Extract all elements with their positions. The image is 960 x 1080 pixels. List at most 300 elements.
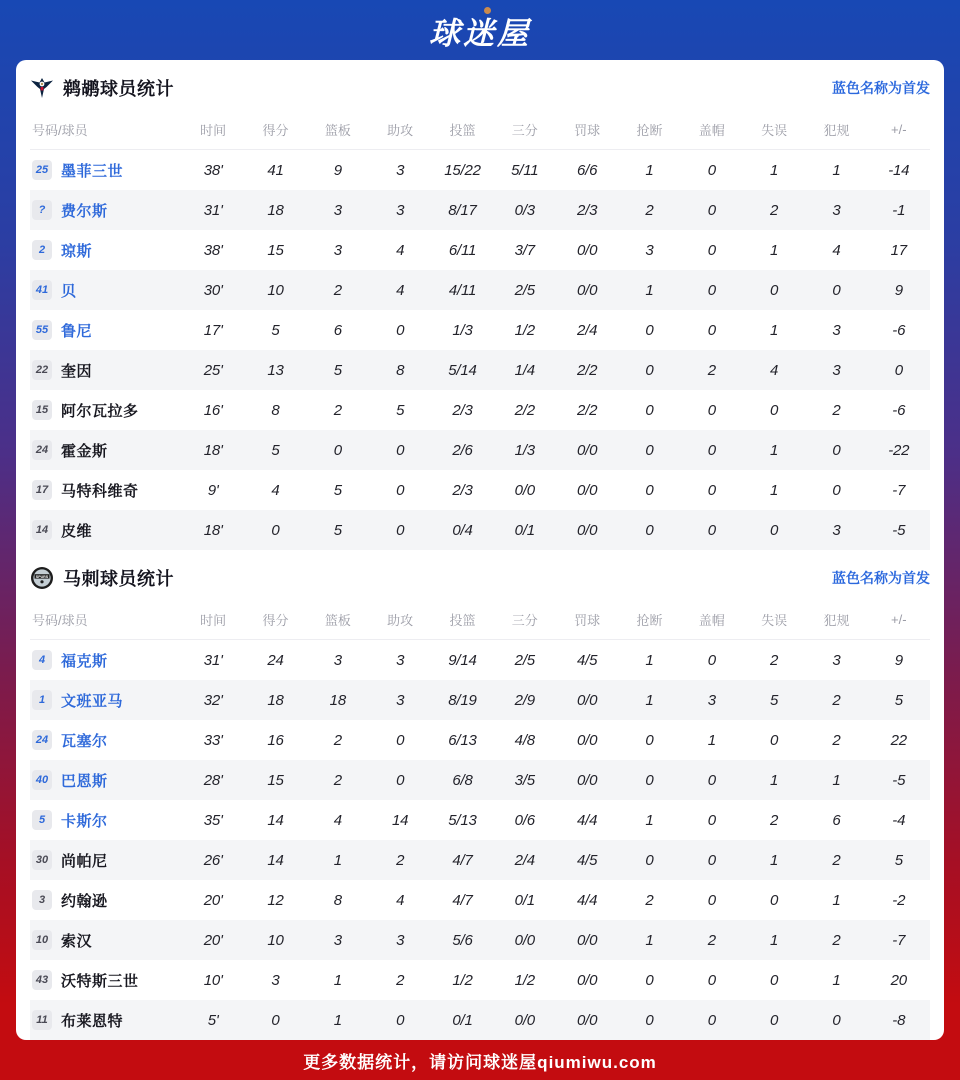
- site-logo: [429, 8, 531, 53]
- player-row: [30, 640, 930, 680]
- stat-cell: 0/4: [452, 521, 473, 539]
- stat-cell: 5: [333, 481, 342, 499]
- stat-cell: 0: [645, 481, 654, 499]
- stat-cell: 3: [396, 931, 405, 949]
- column-header-player: 号码/球员: [32, 123, 88, 138]
- stat-cell: 0: [396, 321, 405, 339]
- column-header-8: 抢断: [636, 123, 663, 138]
- stat-cell: 4/4: [577, 891, 598, 909]
- stat-cell: 2: [333, 771, 342, 789]
- stat-cell: 0: [707, 851, 716, 869]
- stat-cell: 5/14: [448, 361, 477, 379]
- stat-cell: 3/7: [514, 241, 535, 259]
- player-name: 瓦塞尔: [61, 732, 108, 750]
- player-name: 奎因: [61, 362, 93, 380]
- player-row: [30, 760, 930, 800]
- player-name: 布莱恩特: [61, 1012, 124, 1030]
- column-header-10: 失误: [761, 123, 788, 138]
- stat-cell: 0/0: [514, 931, 535, 949]
- stat-cell: 3/5: [514, 771, 535, 789]
- stat-cell: 35': [203, 811, 223, 829]
- column-header-12: +/-: [891, 612, 907, 627]
- stat-cell: 33': [203, 731, 223, 749]
- stat-cell: 2: [832, 691, 841, 709]
- stat-cell: 5: [271, 321, 280, 339]
- stat-cell: 3: [396, 651, 405, 669]
- stat-cell: 0/0: [577, 691, 598, 709]
- stat-cell: 1: [333, 851, 342, 869]
- stat-cell: 0/6: [514, 811, 535, 829]
- stat-cell: 1/3: [452, 321, 473, 339]
- stat-cell: 14: [267, 811, 284, 829]
- stat-cell: 0: [645, 521, 654, 539]
- stat-cell: 0: [707, 521, 716, 539]
- column-header-row: [30, 600, 930, 640]
- stat-cell: 6: [333, 321, 342, 339]
- player-name-cell: [30, 650, 182, 671]
- player-name-cell: [30, 890, 182, 911]
- jersey-number-badge: 24: [32, 440, 52, 460]
- stat-cell: 16': [203, 401, 223, 419]
- stat-cell: 2: [707, 931, 716, 949]
- stat-cell: 41: [267, 161, 284, 179]
- stat-cell: 0: [645, 851, 654, 869]
- stat-cell: 5: [333, 521, 342, 539]
- stat-cell: 3: [396, 161, 405, 179]
- player-name-cell: [30, 320, 182, 341]
- column-header-3: 篮板: [324, 123, 351, 138]
- player-name-cell: [30, 970, 182, 991]
- stat-cell: -7: [892, 931, 906, 949]
- stat-cell: 0/0: [577, 521, 598, 539]
- stat-cell: 18': [203, 441, 223, 459]
- player-name: 霍金斯: [61, 442, 108, 460]
- player-name-cell: [30, 770, 182, 791]
- stat-cell: 5/6: [452, 931, 473, 949]
- player-name: 皮维: [61, 522, 93, 540]
- stat-cell: 15: [267, 241, 284, 259]
- player-name: 文班亚马: [61, 692, 124, 710]
- stat-cell: 38': [203, 161, 223, 179]
- stat-cell: 0: [707, 811, 716, 829]
- stat-cell: 1: [645, 931, 654, 949]
- player-row: [30, 390, 930, 430]
- player-row: [30, 510, 930, 550]
- player-row: [30, 680, 930, 720]
- player-row: [30, 150, 930, 190]
- stat-cell: -22: [888, 441, 910, 459]
- player-row: [30, 230, 930, 270]
- stat-cell: 3: [645, 241, 654, 259]
- stat-cell: 2/2: [514, 401, 535, 419]
- site-header: [0, 0, 960, 60]
- stat-cell: 0/0: [577, 971, 598, 989]
- starter-legend: 蓝色名称为首发: [832, 570, 930, 586]
- player-row: [30, 800, 930, 840]
- stat-cell: 0: [645, 971, 654, 989]
- jersey-number-badge: 2: [32, 240, 52, 260]
- stat-cell: 1/2: [452, 971, 473, 989]
- stat-cell: 1: [832, 971, 841, 989]
- stat-cell: 0: [396, 1011, 405, 1029]
- stat-cell: 0: [770, 281, 779, 299]
- stat-cell: 1/2: [514, 971, 535, 989]
- stat-cell: 2: [832, 731, 841, 749]
- stat-cell: 18: [329, 691, 346, 709]
- stat-cell: 1: [832, 891, 841, 909]
- stat-cell: 2/4: [514, 851, 535, 869]
- jersey-number-badge: 1: [32, 690, 52, 710]
- stat-cell: 1: [770, 931, 779, 949]
- stat-cell: 20': [203, 891, 223, 909]
- jersey-number-badge: 22: [32, 360, 52, 380]
- player-row: [30, 430, 930, 470]
- player-name: 马特科维奇: [61, 482, 139, 500]
- player-row: [30, 840, 930, 880]
- stat-cell: 0: [396, 441, 405, 459]
- stat-cell: 4: [396, 891, 405, 909]
- player-name: 琼斯: [61, 242, 93, 260]
- stat-cell: 6/13: [448, 731, 477, 749]
- jersey-number-badge: 55: [32, 320, 52, 340]
- stat-cell: 5: [271, 441, 280, 459]
- stat-cell: 2: [770, 811, 779, 829]
- stat-cell: 0: [645, 731, 654, 749]
- stat-cell: 0/0: [577, 281, 598, 299]
- stat-cell: 2: [832, 931, 841, 949]
- stat-cell: 2: [770, 651, 779, 669]
- stat-cell: 20': [203, 931, 223, 949]
- stat-cell: 0: [707, 1011, 716, 1029]
- stat-cell: 0: [770, 401, 779, 419]
- stat-cell: 1: [770, 161, 779, 179]
- stat-cell: 0: [396, 731, 405, 749]
- section-title: 鹈鹕球员统计: [63, 79, 174, 99]
- stat-cell: 1: [645, 161, 654, 179]
- stat-cell: 0: [707, 971, 716, 989]
- stat-cell: 14: [267, 851, 284, 869]
- column-header-1: 时间: [200, 613, 227, 628]
- stat-cell: 0: [770, 731, 779, 749]
- stat-cell: 2/4: [577, 321, 598, 339]
- stat-cell: 0: [707, 161, 716, 179]
- stats-card: [16, 60, 944, 1040]
- stat-cell: 0: [707, 651, 716, 669]
- player-name-cell: [30, 480, 182, 501]
- player-row: [30, 880, 930, 920]
- stat-cell: 25': [203, 361, 223, 379]
- player-name: 费尔斯: [61, 202, 108, 220]
- jersey-number-badge: 11: [32, 1010, 52, 1030]
- stat-cell: 10': [203, 971, 223, 989]
- stat-cell: 13: [267, 361, 284, 379]
- stat-cell: 8/19: [448, 691, 477, 709]
- stat-cell: 2/9: [514, 691, 535, 709]
- jersey-number-badge: 4: [32, 650, 52, 670]
- jersey-number-badge: 41: [32, 280, 52, 300]
- stat-cell: 38': [203, 241, 223, 259]
- stat-cell: 12: [267, 891, 284, 909]
- stat-cell: 3: [396, 691, 405, 709]
- stat-cell: 0: [894, 361, 903, 379]
- team-section-header: [30, 60, 930, 110]
- stat-cell: 0: [770, 521, 779, 539]
- player-row: [30, 470, 930, 510]
- stat-cell: 0/0: [577, 731, 598, 749]
- stat-cell: 5/11: [511, 161, 539, 179]
- stat-cell: 0/0: [577, 771, 598, 789]
- player-name: 福克斯: [61, 652, 108, 670]
- player-name-cell: [30, 850, 182, 871]
- column-header-5: 投篮: [449, 613, 476, 628]
- stat-cell: 1: [832, 771, 841, 789]
- column-header-2: 得分: [262, 613, 289, 628]
- stat-cell: 6: [832, 811, 841, 829]
- stat-cell: 0: [396, 521, 405, 539]
- stat-cell: 0/0: [577, 441, 598, 459]
- column-header-3: 篮板: [324, 613, 351, 628]
- player-name-cell: [30, 440, 182, 461]
- team-section-header: [30, 550, 930, 600]
- column-header-11: 犯规: [823, 123, 850, 138]
- stat-cell: 1/4: [514, 361, 535, 379]
- stat-cell: 1: [333, 971, 342, 989]
- stat-cell: 1: [770, 321, 779, 339]
- stat-cell: 22: [890, 731, 907, 749]
- stat-cell: 0: [832, 281, 841, 299]
- stat-cell: 14: [392, 811, 409, 829]
- column-header-4: 助攻: [387, 123, 414, 138]
- player-name: 墨菲三世: [61, 162, 124, 180]
- stat-cell: 2: [333, 731, 342, 749]
- stat-cell: 9': [207, 481, 219, 499]
- stat-cell: 4: [396, 241, 405, 259]
- column-header-11: 犯规: [823, 613, 850, 628]
- stat-cell: 5: [396, 401, 405, 419]
- stat-cell: 6/6: [577, 161, 598, 179]
- stat-cell: 3: [333, 651, 342, 669]
- stat-cell: 0: [707, 771, 716, 789]
- player-row: [30, 350, 930, 390]
- stat-cell: 0/1: [514, 891, 535, 909]
- stat-cell: 1: [707, 731, 716, 749]
- player-name: 约翰逊: [61, 892, 108, 910]
- player-name: 尚帕尼: [61, 852, 108, 870]
- pelicans-logo-icon: [30, 76, 54, 100]
- stat-cell: 0: [645, 361, 654, 379]
- stat-cell: 0/0: [577, 241, 598, 259]
- stat-cell: 3: [832, 651, 841, 669]
- stat-cell: 8: [396, 361, 405, 379]
- jersey-number-badge: 3: [32, 890, 52, 910]
- stat-cell: 0/0: [577, 1011, 598, 1029]
- stat-cell: 1: [770, 851, 779, 869]
- player-name: 贝: [61, 282, 77, 300]
- player-name-cell: [30, 690, 182, 711]
- stat-cell: 0: [645, 771, 654, 789]
- column-header-5: 投篮: [449, 123, 476, 138]
- stat-cell: 0: [832, 1011, 841, 1029]
- stat-cell: 1: [770, 771, 779, 789]
- player-name-cell: [30, 1010, 182, 1031]
- stat-cell: 9: [894, 281, 903, 299]
- stat-cell: 5: [894, 851, 903, 869]
- stat-cell: 4/8: [514, 731, 535, 749]
- stat-cell: 4/7: [452, 851, 473, 869]
- stat-cell: 0: [271, 1011, 280, 1029]
- stat-cell: 1: [645, 811, 654, 829]
- team-section: [30, 550, 930, 1040]
- jersey-number-badge: 15: [32, 400, 52, 420]
- column-header-7: 罚球: [574, 613, 601, 628]
- stat-cell: 4/5: [577, 851, 598, 869]
- player-name-cell: [30, 280, 182, 301]
- stat-cell: 17': [203, 321, 223, 339]
- svg-text:SPURS: SPURS: [35, 574, 49, 579]
- stat-cell: 32': [203, 691, 223, 709]
- column-header-6: 三分: [511, 613, 538, 628]
- stat-cell: -6: [892, 321, 906, 339]
- stat-cell: 2/5: [514, 281, 535, 299]
- stat-cell: 0: [271, 521, 280, 539]
- stat-cell: 5': [207, 1011, 219, 1029]
- stat-cell: 3: [832, 321, 841, 339]
- player-name: 沃特斯三世: [61, 972, 139, 990]
- player-name: 阿尔瓦拉多: [61, 402, 139, 420]
- stat-cell: 2/5: [514, 651, 535, 669]
- stat-cell: 2: [832, 401, 841, 419]
- stat-cell: 2: [707, 361, 716, 379]
- player-name: 卡斯尔: [61, 812, 108, 830]
- stat-cell: 1: [333, 1011, 342, 1029]
- stat-cell: 18: [267, 201, 284, 219]
- jersey-number-badge: ?: [32, 200, 52, 220]
- team-section: [30, 60, 930, 550]
- jersey-number-badge: 30: [32, 850, 52, 870]
- section-title: 马刺球员统计: [63, 569, 174, 589]
- stat-cell: 0: [707, 281, 716, 299]
- starter-legend: 蓝色名称为首发: [832, 80, 930, 96]
- stat-cell: 4/4: [577, 811, 598, 829]
- player-name: 索汉: [61, 932, 93, 950]
- stat-cell: 0/0: [514, 1011, 535, 1029]
- stat-cell: 0: [707, 481, 716, 499]
- stat-cell: 2: [333, 281, 342, 299]
- stat-cell: 1: [770, 481, 779, 499]
- stat-cell: 17: [890, 241, 907, 259]
- stat-cell: 8: [271, 401, 280, 419]
- stat-cell: 0/0: [577, 931, 598, 949]
- logo-accent-dot-icon: [484, 7, 491, 14]
- stat-cell: 0: [832, 441, 841, 459]
- stat-cell: 0: [707, 401, 716, 419]
- stat-cell: 0: [770, 1011, 779, 1029]
- stat-cell: 3: [396, 201, 405, 219]
- stat-cell: 9: [333, 161, 342, 179]
- stat-cell: 5/13: [448, 811, 477, 829]
- jersey-number-badge: 5: [32, 810, 52, 830]
- stat-cell: 6/11: [448, 241, 477, 259]
- player-name-cell: [30, 520, 182, 541]
- jersey-number-badge: 24: [32, 730, 52, 750]
- player-rows: [30, 150, 930, 550]
- stat-cell: 2/3: [452, 481, 473, 499]
- stat-cell: 9: [894, 651, 903, 669]
- stat-cell: 10: [267, 931, 284, 949]
- stat-cell: 6/8: [452, 771, 473, 789]
- stat-cell: 5: [333, 361, 342, 379]
- stat-cell: 3: [832, 361, 841, 379]
- stat-cell: 0: [333, 441, 342, 459]
- stat-cell: 3: [707, 691, 716, 709]
- stat-cell: 0: [707, 201, 716, 219]
- stat-cell: 2: [645, 891, 654, 909]
- column-header-player: 号码/球员: [32, 613, 88, 628]
- player-row: [30, 960, 930, 1000]
- stat-cell: 5: [770, 691, 779, 709]
- stat-cell: 15: [267, 771, 284, 789]
- stat-cell: 4: [396, 281, 405, 299]
- column-header-7: 罚球: [574, 123, 601, 138]
- stat-cell: 2/2: [577, 401, 598, 419]
- stat-cell: 4/11: [448, 281, 477, 299]
- stat-cell: -4: [892, 811, 906, 829]
- player-row: [30, 190, 930, 230]
- stat-cell: 18: [267, 691, 284, 709]
- footer-text: 更多数据统计，请访问球迷屋qiumiwu.com: [303, 1052, 657, 1072]
- stat-cell: 0/0: [577, 481, 598, 499]
- stat-cell: 9/14: [448, 651, 477, 669]
- stat-cell: 0: [396, 481, 405, 499]
- stat-cell: 4: [770, 361, 779, 379]
- column-header-9: 盖帽: [698, 613, 725, 628]
- stat-cell: 3: [832, 521, 841, 539]
- stat-cell: 3: [832, 201, 841, 219]
- stat-cell: 2: [832, 851, 841, 869]
- stat-cell: 0: [396, 771, 405, 789]
- player-row: [30, 270, 930, 310]
- stat-cell: 0: [707, 241, 716, 259]
- stat-cell: 2: [396, 851, 405, 869]
- column-header-9: 盖帽: [698, 123, 725, 138]
- player-row: [30, 920, 930, 960]
- stat-cell: -5: [892, 521, 906, 539]
- site-logo-text: 球迷屋: [429, 15, 531, 51]
- player-name: 巴恩斯: [61, 772, 108, 790]
- stat-cell: 24: [267, 651, 284, 669]
- stat-cell: 2: [396, 971, 405, 989]
- column-header-6: 三分: [511, 123, 538, 138]
- stat-cell: 1: [770, 441, 779, 459]
- stat-cell: 18': [203, 521, 223, 539]
- column-header-12: +/-: [891, 122, 907, 137]
- stat-cell: 31': [203, 651, 223, 669]
- column-header-10: 失误: [761, 613, 788, 628]
- player-row: [30, 310, 930, 350]
- column-header-1: 时间: [200, 123, 227, 138]
- stat-cell: 30': [203, 281, 223, 299]
- stat-cell: 2/6: [452, 441, 473, 459]
- stat-cell: -6: [892, 401, 906, 419]
- stat-cell: 0: [770, 891, 779, 909]
- stat-cell: 1: [645, 281, 654, 299]
- stat-cell: 1/2: [514, 321, 535, 339]
- stat-cell: 15/22: [444, 161, 481, 179]
- stat-cell: 0/1: [514, 521, 535, 539]
- stat-cell: 3: [333, 241, 342, 259]
- player-name-cell: [30, 360, 182, 381]
- stat-cell: 0: [707, 441, 716, 459]
